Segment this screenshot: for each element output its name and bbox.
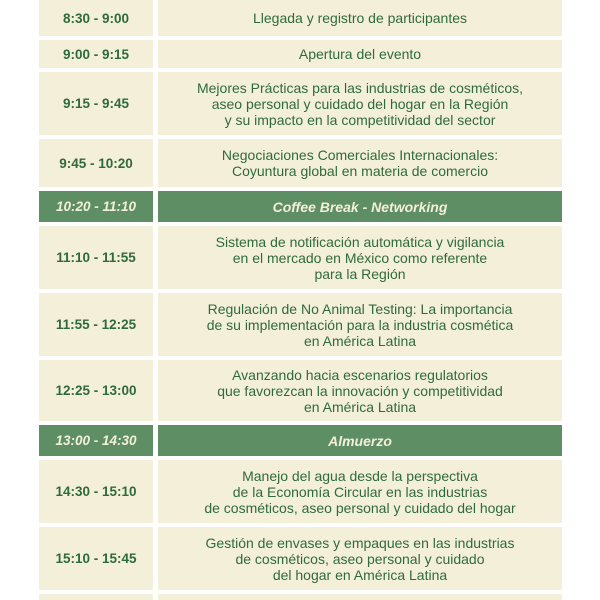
- topic-text: Mejores Prácticas para las industrias de cosméticos, aseo personal y cuidado del hogar en la Región y su impacto en la competitividad del sector: [196, 79, 524, 128]
- agenda-row: [39, 226, 562, 289]
- topic-cell: [158, 191, 562, 222]
- agenda-row: [39, 460, 562, 523]
- topic-text: Coffee Break - Networking: [272, 198, 448, 215]
- topic-cell: [158, 425, 562, 456]
- time-cell: 11:10 - 11:55: [39, 226, 153, 289]
- topic-cell: [158, 0, 562, 36]
- topic-cell: [158, 460, 562, 523]
- topic-cell: [158, 360, 562, 421]
- topic-text: Llegada y registro de participantes: [252, 10, 468, 26]
- agenda-row: [39, 527, 562, 590]
- agenda-row: [39, 40, 562, 68]
- topic-text: Gestión de envases y empaques en las industrias de cosméticos, aseo personal y cuidado del hogar en América Latina: [205, 534, 515, 583]
- topic-cell: [158, 72, 562, 135]
- time-cell: 9:15 - 9:45: [39, 72, 153, 135]
- time-cell: 12:25 - 13:00: [39, 360, 153, 421]
- topic-cell: [158, 139, 562, 187]
- time-cell: 11:55 - 12:25: [39, 293, 153, 356]
- topic-text: Regulación de No Animal Testing: La importancia de su implementación para la industria cosmética en América Latina: [206, 300, 514, 349]
- time-cell: 9:00 - 9:15: [39, 40, 153, 68]
- agenda-row: [39, 360, 562, 421]
- topic-cell: [158, 226, 562, 289]
- topic-cell: [158, 527, 562, 590]
- agenda-row: [39, 0, 562, 36]
- time-cell: 15:10 - 15:45: [39, 527, 153, 590]
- topic-cell: [158, 594, 562, 600]
- time-cell: 14:30 - 15:10: [39, 460, 153, 523]
- agenda-row: [39, 293, 562, 356]
- topic-text: Sistema de notificación automática y vigilancia en el mercado en México como referente para la Región: [215, 233, 505, 282]
- topic-text: Avanzando hacia escenarios regulatorios que favorezcan la innovación y competitividad en América Latina: [217, 366, 503, 415]
- time-cell: 13:00 - 14:30: [39, 425, 153, 456]
- topic-text: Almuerzo: [328, 432, 392, 449]
- topic-text: Negociaciones Comerciales Internacionales: Coyuntura global en materia de comercio: [221, 147, 499, 179]
- topic-text: Apertura del evento: [298, 46, 422, 62]
- agenda-row-partial: [39, 594, 562, 600]
- break-row: [39, 425, 562, 456]
- topic-cell: [158, 40, 562, 68]
- topic-text: Manejo del agua desde la perspectiva de la Economía Circular en las industrias de cosméticos, aseo personal y cuidado del hogar: [204, 467, 516, 516]
- break-row: [39, 191, 562, 222]
- topic-cell: [158, 293, 562, 356]
- time-cell: 10:20 - 11:10: [39, 191, 153, 222]
- time-cell: 8:30 - 9:00: [39, 0, 153, 36]
- time-cell: 9:45 - 10:20: [39, 139, 153, 187]
- time-cell: [39, 594, 153, 600]
- agenda-row: [39, 139, 562, 187]
- agenda-row: [39, 72, 562, 135]
